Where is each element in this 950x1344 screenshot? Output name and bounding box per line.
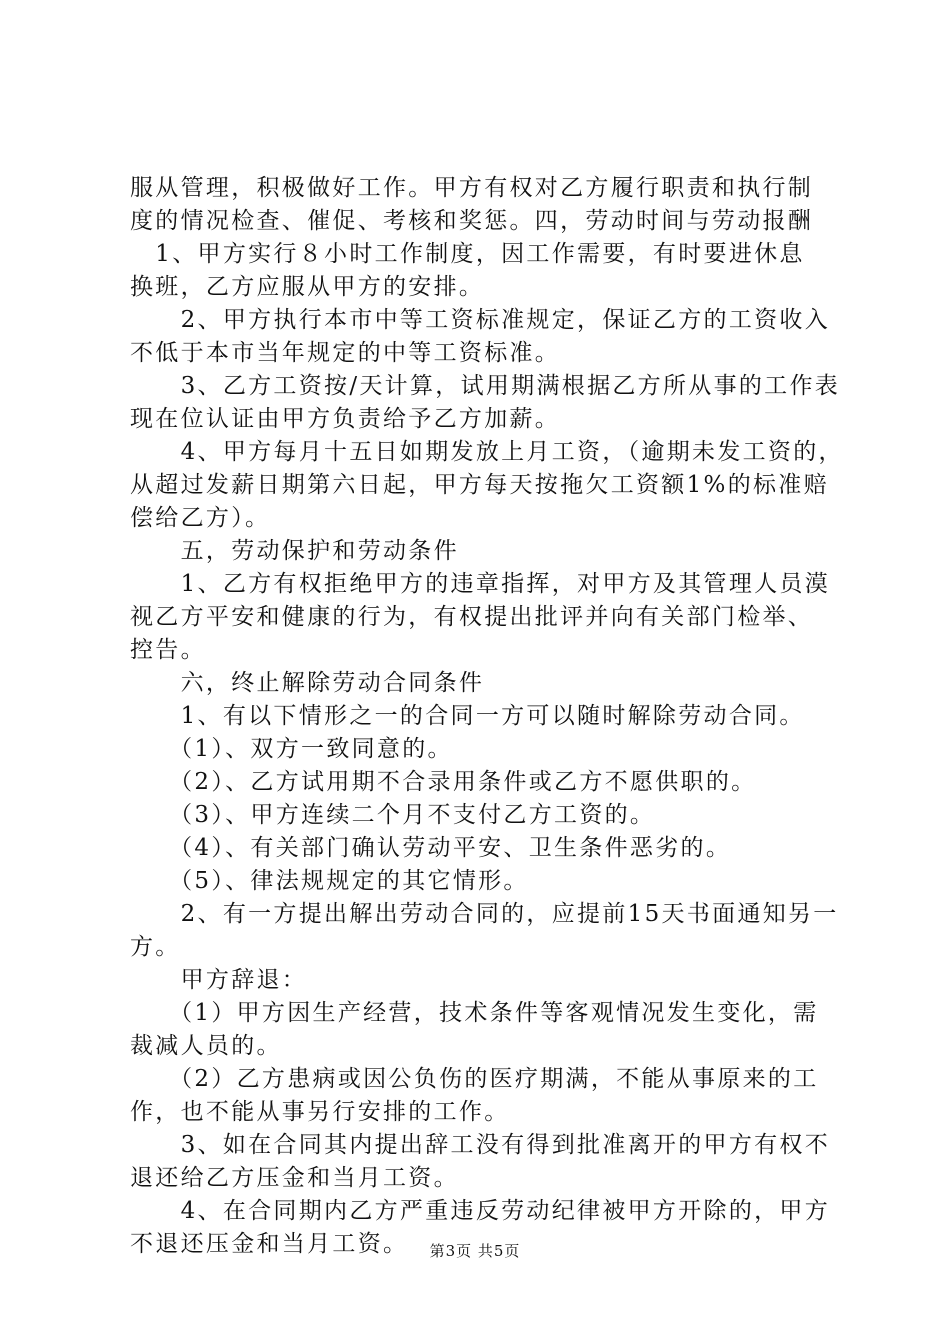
list-item: （2）乙方患病或因公负伤的医疗期满，不能从事原来的工 (130, 1066, 819, 1092)
text-line: 2、有一方提出解出劳动合同的，应提前15天书面通知另一 (130, 901, 839, 927)
text-line: 不退还压金和当月工资。 (130, 1231, 409, 1257)
text-line: 4、甲方每月十五日如期发放上月工资，（逾期未发工资的， (130, 439, 844, 465)
text-line: 1、甲方实行８小时工作制度，因工作需要，有时要进休息 (130, 241, 805, 267)
text-line: 裁减人员的。 (130, 1033, 282, 1059)
text-line: 4、在合同期内乙方严重违反劳动纪律被甲方开除的，甲方 (130, 1198, 831, 1224)
text-line: 服从管理，积极做好工作。甲方有权对乙方履行职责和执行制 (130, 175, 814, 201)
text-line: 度的情况检查、催促、考核和奖惩。四，劳动时间与劳动报酬 (130, 208, 814, 234)
list-item: （2）、乙方试用期不合录用条件或乙方不愿供职的。 (130, 769, 757, 795)
list-item: （1）甲方因生产经营，技术条件等客观情况发生变化，需 (130, 1000, 819, 1026)
list-item: （1）、双方一致同意的。 (130, 736, 453, 762)
text-line: 3、如在合同其内提出辞工没有得到批准离开的甲方有权不 (130, 1132, 831, 1158)
text-line: 换班，乙方应服从甲方的安排。 (130, 274, 485, 300)
list-item: （3）、甲方连续二个月不支付乙方工资的。 (130, 802, 656, 828)
text-line: 不低于本市当年规定的中等工资标准。 (130, 340, 561, 366)
section-heading: 五，劳动保护和劳动条件 (130, 538, 459, 564)
page-number-footer: 第3页 共5页 (429, 1242, 521, 1260)
list-item: （4）、有关部门确认劳动平安、卫生条件恶劣的。 (130, 835, 732, 861)
subheading: 甲方辞退： (130, 967, 308, 993)
document-body (130, 172, 844, 1261)
text-line: 3、乙方工资按/天计算，试用期满根据乙方所从事的工作表 (130, 373, 841, 399)
text-line: 退还给乙方压金和当月工资。 (130, 1165, 459, 1191)
section-heading: 六，终止解除劳动合同条件 (130, 670, 485, 696)
text-line: 1、有以下情形之一的合同一方可以随时解除劳动合同。 (130, 703, 805, 729)
text-line: 偿给乙方）。 (130, 505, 271, 531)
text-line: 1、乙方有权拒绝甲方的违章指挥，对甲方及其管理人员漠 (130, 571, 831, 597)
text-line: 方。 (130, 934, 181, 960)
text-line: 作，也不能从事另行安排的工作。 (130, 1099, 510, 1125)
text-line: 视乙方平安和健康的行为，有权提出批评并向有关部门检举、 (130, 604, 814, 630)
text-line: 现在位认证由甲方负责给予乙方加薪。 (130, 406, 561, 432)
text-line: 从超过发薪日期第六日起，甲方每天按拖欠工资额1%的标准赔 (130, 472, 829, 498)
text-line: 控告。 (130, 637, 206, 663)
list-item: （5）、律法规规定的其它情形。 (130, 868, 529, 894)
text-line: 2、甲方执行本市中等工资标准规定，保证乙方的工资收入 (130, 307, 831, 333)
